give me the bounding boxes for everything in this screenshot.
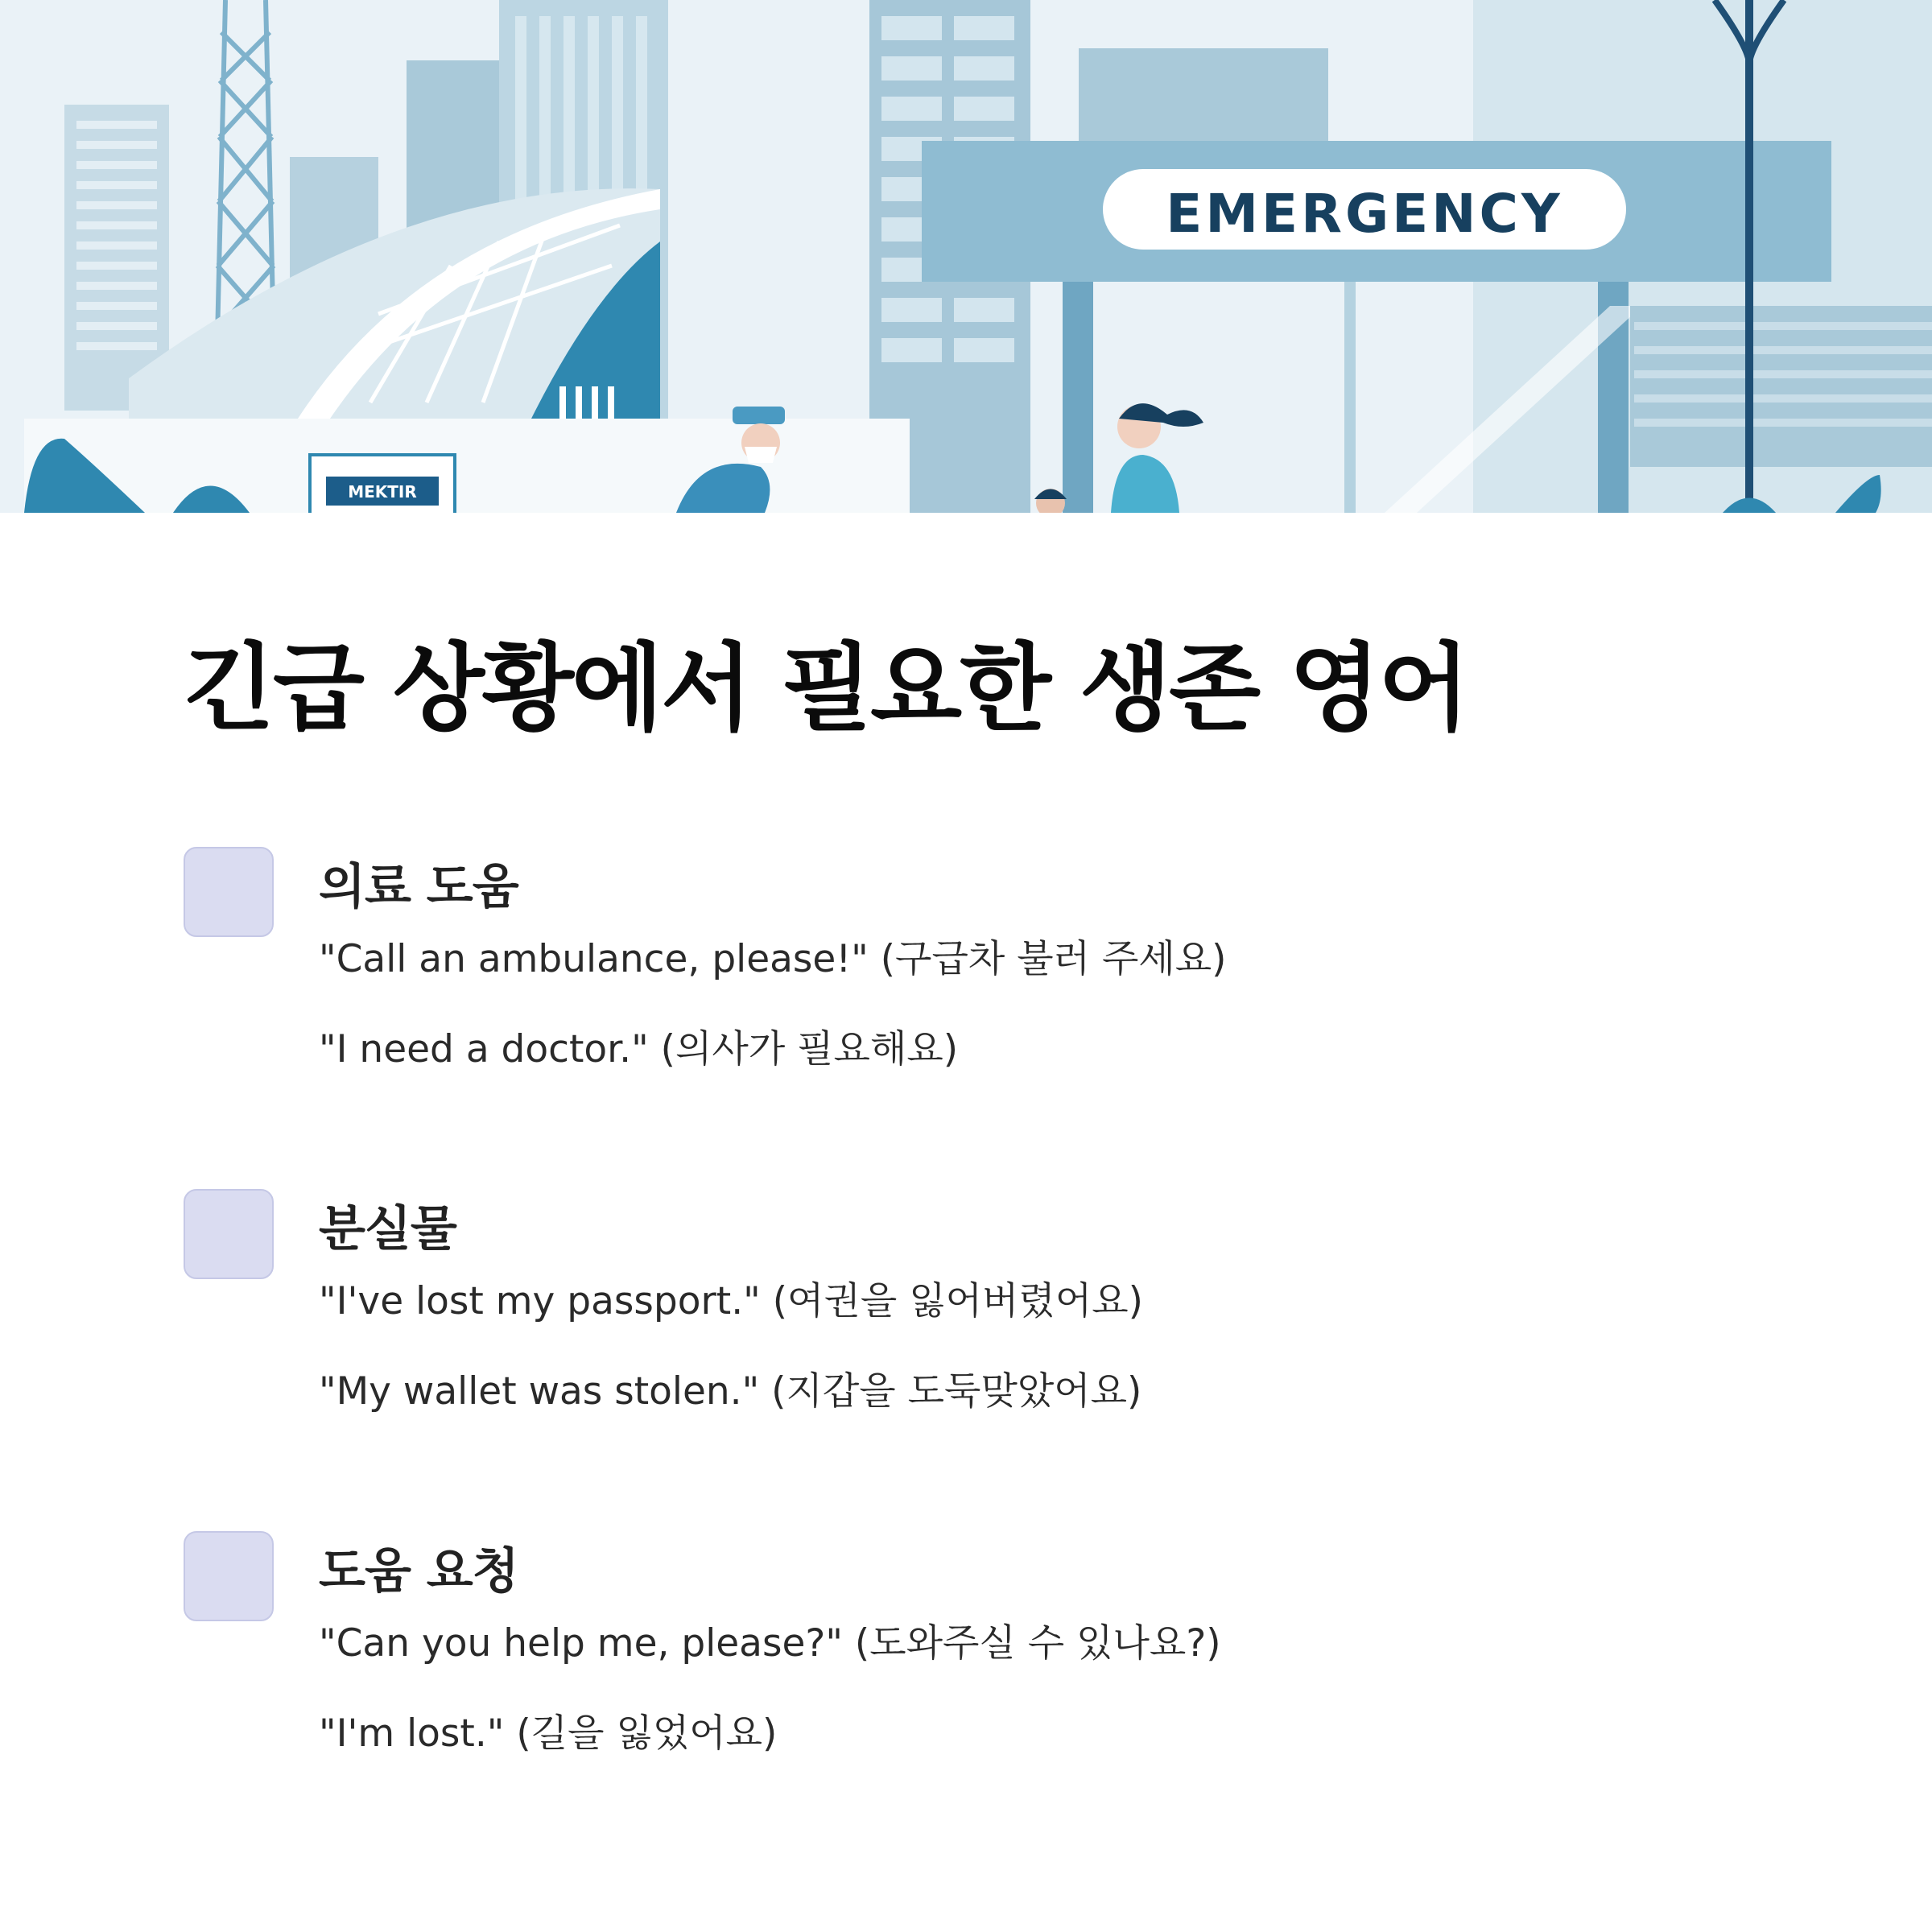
main-content: [184, 628, 1794, 1756]
phrase-item: "Can you help me, please?" (도와주실 수 있나요?): [319, 1621, 1221, 1666]
section-checkbox[interactable]: [184, 1189, 274, 1279]
phrase-item: "I've lost my passport." (여권을 잃어버렸어요): [319, 1279, 1143, 1323]
phrase-item: "My wallet was stolen." (지갑을 도둑맞았어요): [319, 1369, 1142, 1414]
phrase-item: "I'm lost." (길을 잃었어요): [319, 1711, 778, 1756]
section-heading: 분실물: [319, 1201, 456, 1257]
emergency-sign-text: EMERGENCY: [1166, 183, 1563, 245]
hospital-scene-image: [0, 0, 1932, 513]
section-checkbox[interactable]: [184, 1531, 274, 1621]
phrase-item: "I need a doctor." (의사가 필요해요): [319, 1027, 959, 1071]
phrase-item: "Call an ambulance, please!" (구급차 불러 주세요): [319, 937, 1227, 981]
small-sign-text: MEKTIR: [348, 482, 417, 502]
section-heading: 의료 도움: [319, 859, 518, 915]
hero-illustration: [0, 0, 1932, 513]
page-title: 긴급 상황에서 필요한 생존 영어: [184, 633, 1468, 744]
section-heading: 도움 요청: [319, 1543, 518, 1600]
section-checkbox[interactable]: [184, 847, 274, 937]
